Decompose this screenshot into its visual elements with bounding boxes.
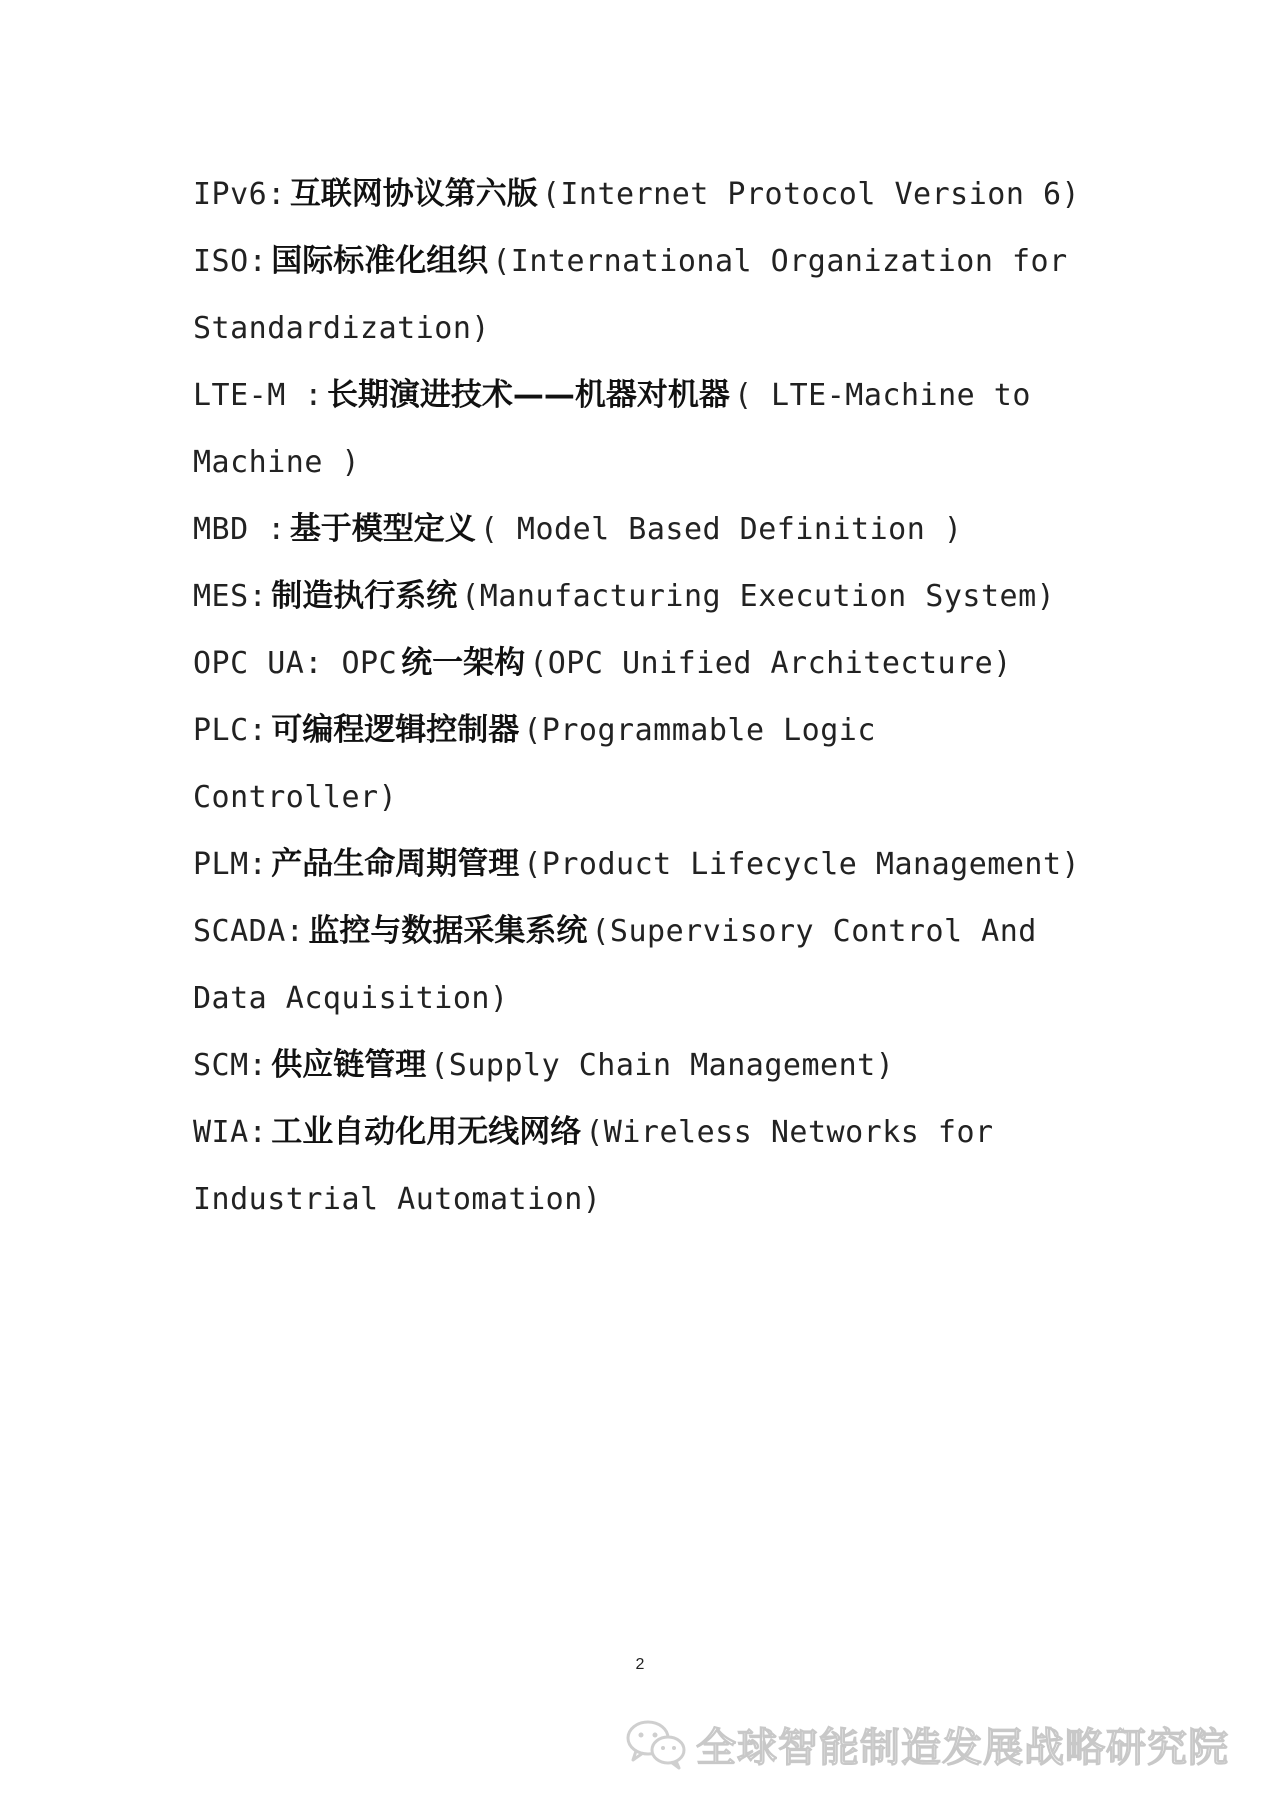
- term-chinese: 工业自动化用无线网络: [271, 1114, 582, 1150]
- term-english: (OPC Unified Architecture): [529, 646, 1012, 681]
- glossary-entry-scada-continued: [193, 964, 1093, 1031]
- term-english: ( Model Based Definition ): [479, 512, 963, 547]
- glossary-list: [193, 160, 1093, 1232]
- glossary-entry-lte-m: [193, 361, 1093, 428]
- glossary-entry-iso-continued: [193, 294, 1093, 361]
- glossary-entry-plm: [193, 830, 1093, 897]
- glossary-entry-lte-m-continued: [193, 428, 1093, 495]
- term-abbreviation: SCADA:: [193, 914, 305, 949]
- term-english: (Product Lifecycle Management): [523, 847, 1081, 882]
- glossary-entry-scada: [193, 897, 1093, 964]
- term-english: (Programmable Logic: [523, 713, 876, 748]
- watermark-text: 全球智能制造发展战略研究院: [696, 1724, 1229, 1771]
- term-chinese: 可编程逻辑控制器: [271, 712, 520, 748]
- term-english: Controller): [193, 780, 398, 815]
- term-abbreviation: MES:: [193, 579, 268, 614]
- glossary-entry-plc-continued: [193, 763, 1093, 830]
- glossary-entry-opc-ua: [193, 629, 1093, 696]
- term-abbreviation: WIA:: [193, 1115, 268, 1150]
- term-abbreviation: PLM:: [193, 847, 268, 882]
- term-abbreviation: OPC UA: OPC: [193, 646, 398, 681]
- term-english: Industrial Automation): [193, 1182, 602, 1217]
- glossary-entry-wia: [193, 1098, 1093, 1165]
- term-chinese: 基于模型定义: [289, 511, 476, 547]
- term-english: (Supply Chain Management): [430, 1048, 895, 1083]
- term-abbreviation: PLC:: [193, 713, 268, 748]
- watermark: [624, 1714, 1229, 1774]
- term-abbreviation: ISO:: [193, 244, 268, 279]
- term-english: (Manufacturing Execution System): [461, 579, 1056, 614]
- term-abbreviation: SCM:: [193, 1048, 268, 1083]
- term-chinese: 长期演进技术——机器对机器: [326, 377, 730, 413]
- term-abbreviation: LTE-M :: [193, 378, 323, 413]
- glossary-entry-plc: [193, 696, 1093, 763]
- term-english: Data Acquisition): [193, 981, 509, 1016]
- term-english: (Wireless Networks for: [585, 1115, 994, 1150]
- glossary-entry-mbd: [193, 495, 1093, 562]
- glossary-entry-wia-continued: [193, 1165, 1093, 1232]
- term-chinese: 统一架构: [401, 645, 526, 681]
- term-english: ( LTE-Machine to: [733, 378, 1031, 413]
- page-number: 2: [635, 1656, 645, 1673]
- term-chinese: 互联网协议第六版: [289, 176, 538, 212]
- term-abbreviation: IPv6:: [193, 177, 286, 212]
- glossary-entry-mes: [193, 562, 1093, 629]
- term-english: (Internet Protocol Version 6): [541, 177, 1081, 212]
- term-chinese: 国际标准化组织: [271, 243, 489, 279]
- term-english: Standardization): [193, 311, 490, 346]
- glossary-entry-iso: [193, 227, 1093, 294]
- glossary-entry-scm: [193, 1031, 1093, 1098]
- glossary-entry-ipv6: [193, 160, 1093, 227]
- term-chinese: 供应链管理: [271, 1047, 427, 1083]
- term-chinese: 产品生命周期管理: [271, 846, 520, 882]
- term-chinese: 监控与数据采集系统: [308, 913, 588, 949]
- term-abbreviation: MBD :: [193, 512, 286, 547]
- wechat-logo-icon: [624, 1718, 688, 1770]
- term-english: (International Organization for: [492, 244, 1068, 279]
- term-english: (Supervisory Control And: [591, 914, 1037, 949]
- term-english: Machine ): [193, 445, 361, 480]
- term-chinese: 制造执行系统: [271, 578, 458, 614]
